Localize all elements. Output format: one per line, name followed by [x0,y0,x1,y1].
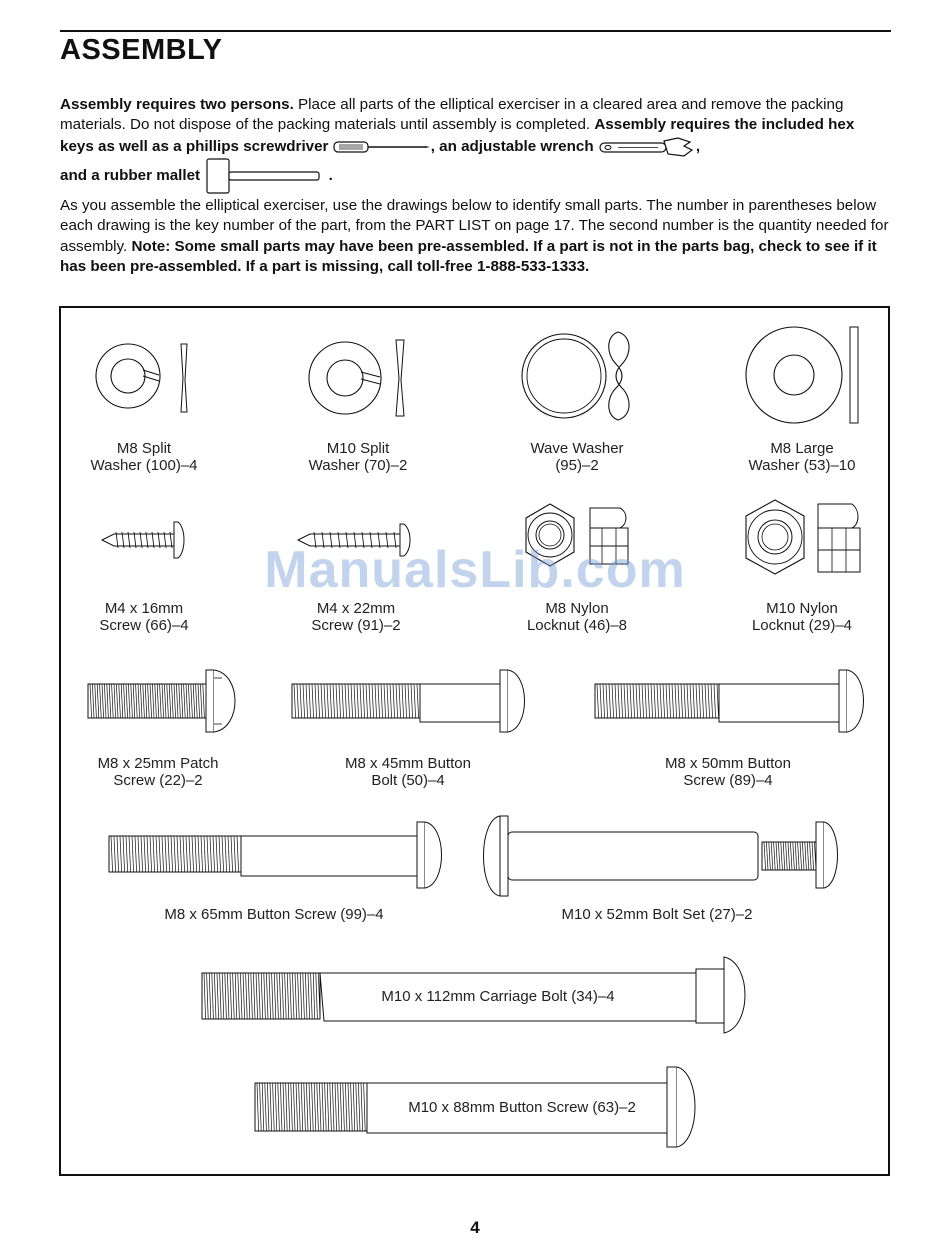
wave-washer-icon [520,330,640,422]
part-label [328,755,488,789]
intro-bold-5: and a rubber mallet [60,166,201,184]
part-key-qty: Screw (66)–4 [99,617,189,634]
part-name: Wave Washer [530,440,624,457]
instructions-note: Note: Some small parts may have been pre-assembled. If a part is not in the parts bag, check to see if it has been pre-assembled. If a part is missing, call toll-free 1-888-533-1333. [60,237,877,275]
part-label [737,600,867,634]
watermark: ManualsLib.com [264,541,686,599]
button-screw-icon [593,668,865,734]
part-name: M8 x 50mm Button [665,755,791,772]
intro-end-period: . [328,166,333,184]
bolt-set-icon [476,814,842,898]
part-key-qty: Locknut (46)–8 [526,617,628,634]
part-key-qty: Locknut (29)–4 [751,617,853,634]
part-name: M8 x 65mm Button Screw (99)–4 [164,906,384,923]
split-washer-icon [95,340,195,415]
intro-paragraph [60,95,892,194]
part-name: M10 Split [326,440,390,457]
intro-bold-2: Assembly requires the included hex keys as well as a phillips screwdriver [60,116,855,155]
part-key-qty: Screw (91)–2 [311,617,401,634]
part-label [532,906,782,923]
page-number: 4 [470,1218,480,1237]
split-washer-icon [308,338,413,418]
part-label [84,600,204,634]
part-key-qty: Screw (22)–2 [113,772,203,789]
part-key-qty: Washer (53)–10 [748,457,856,474]
part-label [512,600,642,634]
top-rule [60,30,891,32]
intro-bold-1: Assembly requires two persons. [60,96,294,113]
rubber-mallet-icon [204,158,324,194]
part-name: M8 Large [770,440,834,457]
part-key-qty: Bolt (50)–4 [371,772,445,789]
part-key-qty: Screw (89)–4 [683,772,773,789]
part-label [293,440,423,474]
part-key-qty: (95)–2 [555,457,599,474]
button-screw-icon [86,668,242,734]
part-label [78,755,238,789]
part-name: M8 x 45mm Button [345,755,471,772]
part-name: M4 x 16mm [104,600,184,617]
part-label [140,906,408,923]
button-screw-icon [107,820,443,890]
part-name: M10 x 88mm Button Screw (63)–2 [408,1099,636,1116]
instructions-text: As you assemble the elliptical exerciser, use the drawings below to identify small parts. The number in parentheses below each drawing is the key number of the part, from the PART LIST on page 17. The second number is the quantity needed for assembly. [60,197,889,255]
part-name: M4 x 22mm [316,600,396,617]
adjustable-wrench-icon [598,136,696,158]
large-washer-icon [744,325,864,425]
part-label [512,440,642,474]
part-label [330,988,666,1005]
button-bolt-icon [290,668,526,734]
intro-bold-4: , [695,137,701,155]
part-name: M10 Nylon [766,600,838,617]
intro-bold-3: , an adjustable wrench [430,137,594,155]
part-name: M8 x 25mm Patch [97,755,219,772]
page-title: ASSEMBLY [60,34,223,66]
screwdriver-icon [333,140,431,154]
part-name: M8 Split [116,440,172,457]
part-name: M8 Nylon [545,600,609,617]
part-name: M10 x 52mm Bolt Set (27)–2 [561,906,753,923]
intro-text-1: Place all parts of the elliptical exerciser in a cleared area and remove the packing materials. Do not dispose of the packing materials until assembly is completed. [60,96,844,134]
part-label [648,755,808,789]
part-label [296,600,416,634]
part-key-qty: Washer (100)–4 [90,457,198,474]
part-label [84,440,204,474]
part-key-qty: Washer (70)–2 [308,457,408,474]
part-label [737,440,867,474]
instructions-paragraph [60,196,892,277]
part-name: M10 x 112mm Carriage Bolt (34)–4 [381,988,615,1005]
part-label [372,1099,672,1116]
parts-identification-box [59,306,890,1176]
